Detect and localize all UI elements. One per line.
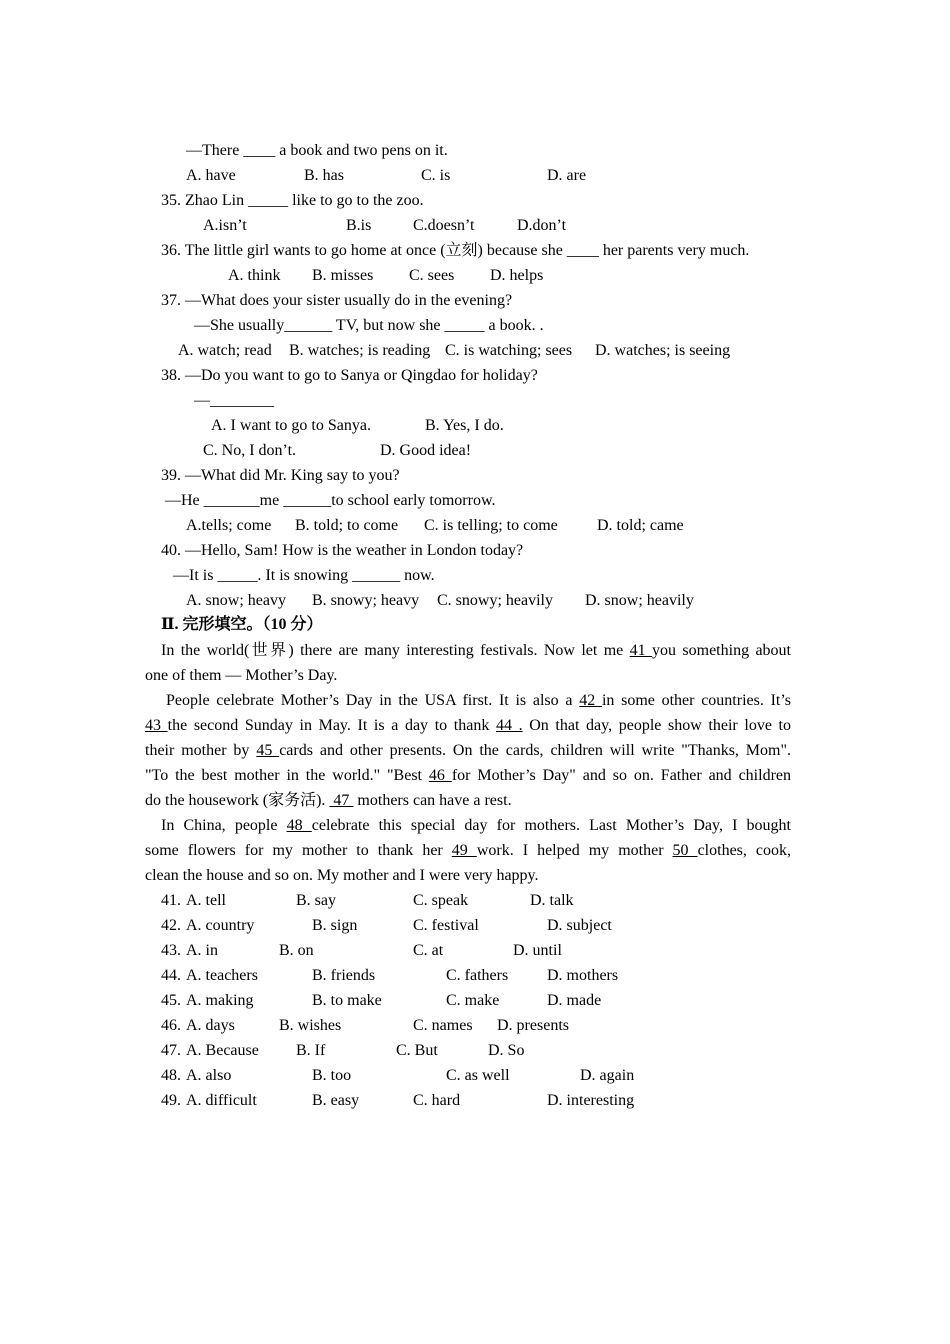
blank-48: 48 (286, 817, 312, 834)
option-b: B. Yes, I do. (425, 417, 504, 434)
blank-42: 42 (579, 692, 602, 709)
option-c: C. No, I don’t. (203, 442, 297, 459)
cloze-option-c: C. make (446, 992, 500, 1009)
option-b: B. watches; is reading (289, 342, 431, 359)
option-a: A.isn’t (203, 217, 247, 234)
passage-line: their mother by 45 cards and other presents. On the cards, children will write "Thanks, Mom". (145, 742, 792, 759)
cloze-option-c: C. names (413, 1017, 473, 1034)
option-d: D. Good idea! (380, 442, 472, 459)
cloze-option-b: B. too (312, 1067, 352, 1084)
q36-options (0, 266, 544, 286)
option-d: D. snow; heavily (585, 592, 694, 609)
blank-49: 49 (451, 842, 477, 859)
option-c: C. is (421, 167, 451, 184)
cloze-question-number: 43. (161, 942, 181, 959)
blank-47: 47 (329, 792, 354, 809)
passage-line: some flowers for my mother to thank her 49 work. I helped my mother 50 clothes, cook, (145, 842, 792, 859)
option-c: C. is watching; sees (445, 342, 573, 359)
q38-options-row2 (0, 441, 472, 461)
option-d: D.don’t (517, 217, 567, 234)
option-c: C. sees (409, 267, 455, 284)
cloze-question-number: 48. (161, 1067, 181, 1084)
cloze-option-d: D. interesting (547, 1092, 635, 1109)
cloze-question-number: 49. (161, 1092, 181, 1109)
cloze-option-b: B. say (296, 892, 336, 909)
cloze-option-a: A. difficult (186, 1092, 257, 1109)
q38-options-row1 (0, 416, 504, 436)
passage-line: "To the best mother in the world." "Best 46 for Mother’s Day" and so on. Father and children (145, 767, 791, 784)
cloze-option-d: D. So (488, 1042, 525, 1059)
blank-44: 44 . (495, 717, 523, 734)
cloze-option-a: A. in (186, 942, 218, 959)
option-b: B. has (304, 167, 344, 184)
section-heading: Ⅱ. 完形填空。（10 分） (161, 616, 323, 633)
passage-line: 43 the second Sunday in May. It is a day to thank 44 . On that day, people show their love to (145, 717, 792, 734)
cloze-option-c: C. at (413, 942, 444, 959)
option-a: A. snow; heavy (186, 592, 286, 609)
blank-45: 45 (256, 742, 280, 759)
option-b: B.is (346, 217, 372, 234)
cloze-option-a: A. Because (186, 1042, 259, 1059)
q40-stem: 40. —Hello, Sam! How is the weather in London today? (161, 542, 524, 559)
cloze-option-c: C. speak (413, 892, 469, 909)
passage-line: In the world(世界) there are many interesting festivals. Now let me 41 you something about (161, 642, 791, 659)
cloze-option-c: C. fathers (446, 967, 509, 984)
q36-stem: 36. The little girl wants to go home at once (立刻) because she ____ her parents very much. (161, 242, 750, 259)
cloze-option-c: C. But (396, 1042, 438, 1059)
cloze-option-b: B. friends (312, 967, 376, 984)
cloze-question-number: 45. (161, 992, 181, 1009)
q38-stem: 38. —Do you want to go to Sanya or Qingdao for holiday? (161, 367, 538, 384)
q37-options (0, 341, 731, 361)
cloze-option-c: C. as well (446, 1067, 510, 1084)
passage-line: one of them — Mother’s Day. (145, 667, 338, 684)
q39-answer: —He _______me ______to school early tomorrow. (165, 492, 496, 509)
option-b: B. snowy; heavy (312, 592, 420, 609)
blank-46: 46 (428, 767, 452, 784)
cloze-option-d: D. mothers (547, 967, 619, 984)
blank-50: 50 (672, 842, 698, 859)
cloze-option-a: A. also (186, 1067, 232, 1084)
q35-stem: 35. Zhao Lin _____ like to go to the zoo. (161, 192, 424, 209)
cloze-option-b: B. on (279, 942, 314, 959)
option-d: D. watches; is seeing (595, 342, 731, 359)
cloze-question-number: 46. (161, 1017, 181, 1034)
option-d: D. told; came (597, 517, 684, 534)
cloze-option-d: D. subject (547, 917, 612, 934)
cloze-option-b: B. If (296, 1042, 326, 1059)
option-d: D. helps (490, 267, 544, 284)
option-c: C. snowy; heavily (437, 592, 553, 609)
cloze-option-d: D. talk (530, 892, 574, 909)
q37-stem: 37. —What does your sister usually do in the evening? (161, 292, 513, 309)
q40-answer: —It is _____. It is snowing ______ now. (173, 567, 435, 584)
passage-line: In China, people 48 celebrate this special day for mothers. Last Mother’s Day, I bought (161, 817, 791, 834)
q37-answer: —She usually______ TV, but now she _____ a book. . (194, 317, 544, 334)
cloze-question-number: 44. (161, 967, 181, 984)
option-a: A. think (228, 267, 281, 284)
cloze-option-b: B. to make (312, 992, 382, 1009)
option-a: A. watch; read (178, 342, 272, 359)
passage-line: People celebrate Mother’s Day in the USA first. It is also a 42 in some other countries. It’s (166, 692, 792, 709)
cloze-option-c: C. festival (413, 917, 479, 934)
option-c: C. is telling; to come (424, 517, 558, 534)
passage-line: clean the house and so on. My mother and I were very happy. (145, 867, 539, 884)
blank-43: 43 (145, 717, 168, 734)
cloze-option-a: A. tell (186, 892, 226, 909)
cloze-option-d: D. made (547, 992, 602, 1009)
cloze-option-d: D. presents (497, 1017, 569, 1034)
cloze-option-a: A. country (186, 917, 255, 934)
cloze-option-d: D. again (580, 1067, 635, 1084)
cloze-option-d: D. until (513, 942, 562, 959)
option-a: A. I want to go to Sanya. (211, 417, 371, 434)
q39-stem: 39. —What did Mr. King say to you? (161, 467, 400, 484)
q35-options (0, 216, 567, 236)
cloze-question-number: 47. (161, 1042, 181, 1059)
q34-options (0, 166, 587, 186)
cloze-option-a: A. teachers (186, 967, 258, 984)
cloze-option-b: B. easy (312, 1092, 360, 1109)
cloze-option-c: C. hard (413, 1092, 461, 1109)
q38-answer: —________ (194, 392, 274, 409)
cloze-option-a: A. days (186, 1017, 235, 1034)
cloze-option-b: B. wishes (279, 1017, 342, 1034)
q34-stem: —There ____ a book and two pens on it. (186, 142, 448, 159)
q39-options (0, 516, 684, 536)
option-a: A.tells; come (186, 517, 272, 534)
cloze-option-a: A. making (186, 992, 254, 1009)
cloze-option-b: B. sign (312, 917, 358, 934)
cloze-question-number: 41. (161, 892, 181, 909)
blank-41: 41 (629, 642, 653, 659)
q40-options (0, 591, 694, 611)
option-c: C.doesn’t (413, 217, 475, 234)
option-b: B. misses (312, 267, 374, 284)
option-d: D. are (547, 167, 587, 184)
option-a: A. have (186, 167, 236, 184)
cloze-question-number: 42. (161, 917, 181, 934)
option-b: B. told; to come (295, 517, 399, 534)
passage-line: do the housework (家务活). 47 mothers can have a rest. (145, 792, 512, 809)
